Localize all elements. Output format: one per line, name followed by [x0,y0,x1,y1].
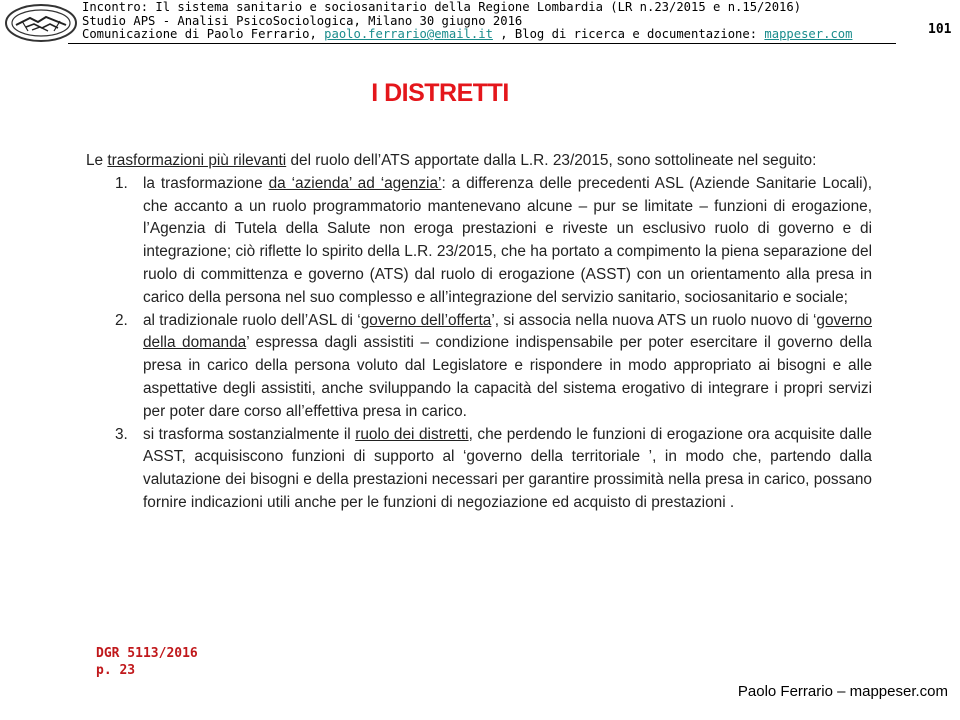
item-text: al tradizionale ruolo dell’ASL di ‘ [143,311,361,329]
item-text: si trasforma sostanzialmente il [143,425,356,443]
item-underlined: ruolo dei distretti [355,425,469,443]
item-text: la trasformazione [143,174,269,192]
list-item [86,173,872,310]
site-link[interactable]: mappeser.com [764,27,853,41]
transformations-list [86,173,872,515]
item-text-end: ’ espressa dagli assistiti – condizione indispensabile per poter esercitare il governo della presa in carico della persona voluto dal Legislatore e rispondere in modo appropriato ai bisogni e alle aspettative degli assistiti, anche sviluppando la capacità del sistema erogativo di integrare i propri servizi per poter dare corso all’effettiva presa in carico. [143,334,872,420]
header-event-title: Incontro: Il sistema sanitario e sociosanitario della Regione Lombardia (LR n.23/2015 e n.15/2016) [82,0,802,14]
slide-header [0,0,960,46]
header-contact-line [82,28,852,42]
item-underlined: da ‘azienda’ ad ‘agenzia’ [268,174,442,192]
item-underlined: governo dell’offerta [360,311,492,329]
item-underlined: governo della domanda [143,311,873,352]
list-number: 1. [115,174,128,192]
header-contact-middle: , Blog di ricerca e documentazione: [492,27,765,41]
header-divider [68,43,896,44]
slide-title: I DISTRETTI [371,79,509,107]
item-text-middle: ’, si associa nella nuova ATS un ruolo nuovo di ‘ [491,311,817,329]
item-text-end: : a differenza delle precedenti ASL (Aziende Sanitarie Locali), che accanto a un ruolo programmatorio mantenevano alcune – pur se limitate – funzioni di erogazione, l’Agenzia di Tutela della Salute non eroga prestazioni e riveste un esclusivo ruolo di governo e di integrazione; ciò riflette lo spirito della L.R. 23/2015, che ha portato a compimento la piena separazione del ruolo di committenza e governo (ATS) dal ruolo di erogazione (ASST) con un orientamento alla presa in carico della persona nel suo complesso e all’integrazione del servizio sanitario, sociosanitario e sociale; [143,174,873,306]
header-text [82,1,852,42]
intro-text-end: del ruolo dell’ATS apportate dalla L.R. 23/2015, sono sottolineate nel seguito: [286,152,817,169]
list-number: 3. [115,425,128,443]
handshake-logo-icon [4,3,78,43]
email-link[interactable]: paolo.ferrario@email.it [324,27,493,41]
source-page: p. 23 [96,663,136,678]
source-citation [96,645,198,679]
document-excerpt [86,150,872,515]
list-item [86,310,872,424]
list-number: 2. [115,311,128,329]
intro-underlined: trasformazioni più rilevanti [107,152,287,169]
item-text-end: , che perdendo le funzioni di erogazione ora acquisite dalle ASST, acquisiscono funzioni di supporto al ‘governo della territoriale ’, in modo che, partendo dalla valutazione dei bisogni e della prestazioni necessari per garantire prossimità nella presa in carico, possano fornire indicazioni utili anche per le funzioni di negoziazione ed acquisto di prestazioni . [143,425,872,511]
header-contact-prefix: Comunicazione di Paolo Ferrario, [82,27,325,41]
header-venue: Studio APS - Analisi PsicoSociologica, Milano 30 giugno 2016 [82,13,523,28]
source-document: DGR 5113/2016 [96,646,198,661]
footer-credit: Paolo Ferrario – mappeser.com [737,683,948,700]
list-item [86,424,872,515]
page-number: 101 [928,22,952,37]
intro-paragraph [86,150,872,173]
intro-text: Le [86,152,108,169]
